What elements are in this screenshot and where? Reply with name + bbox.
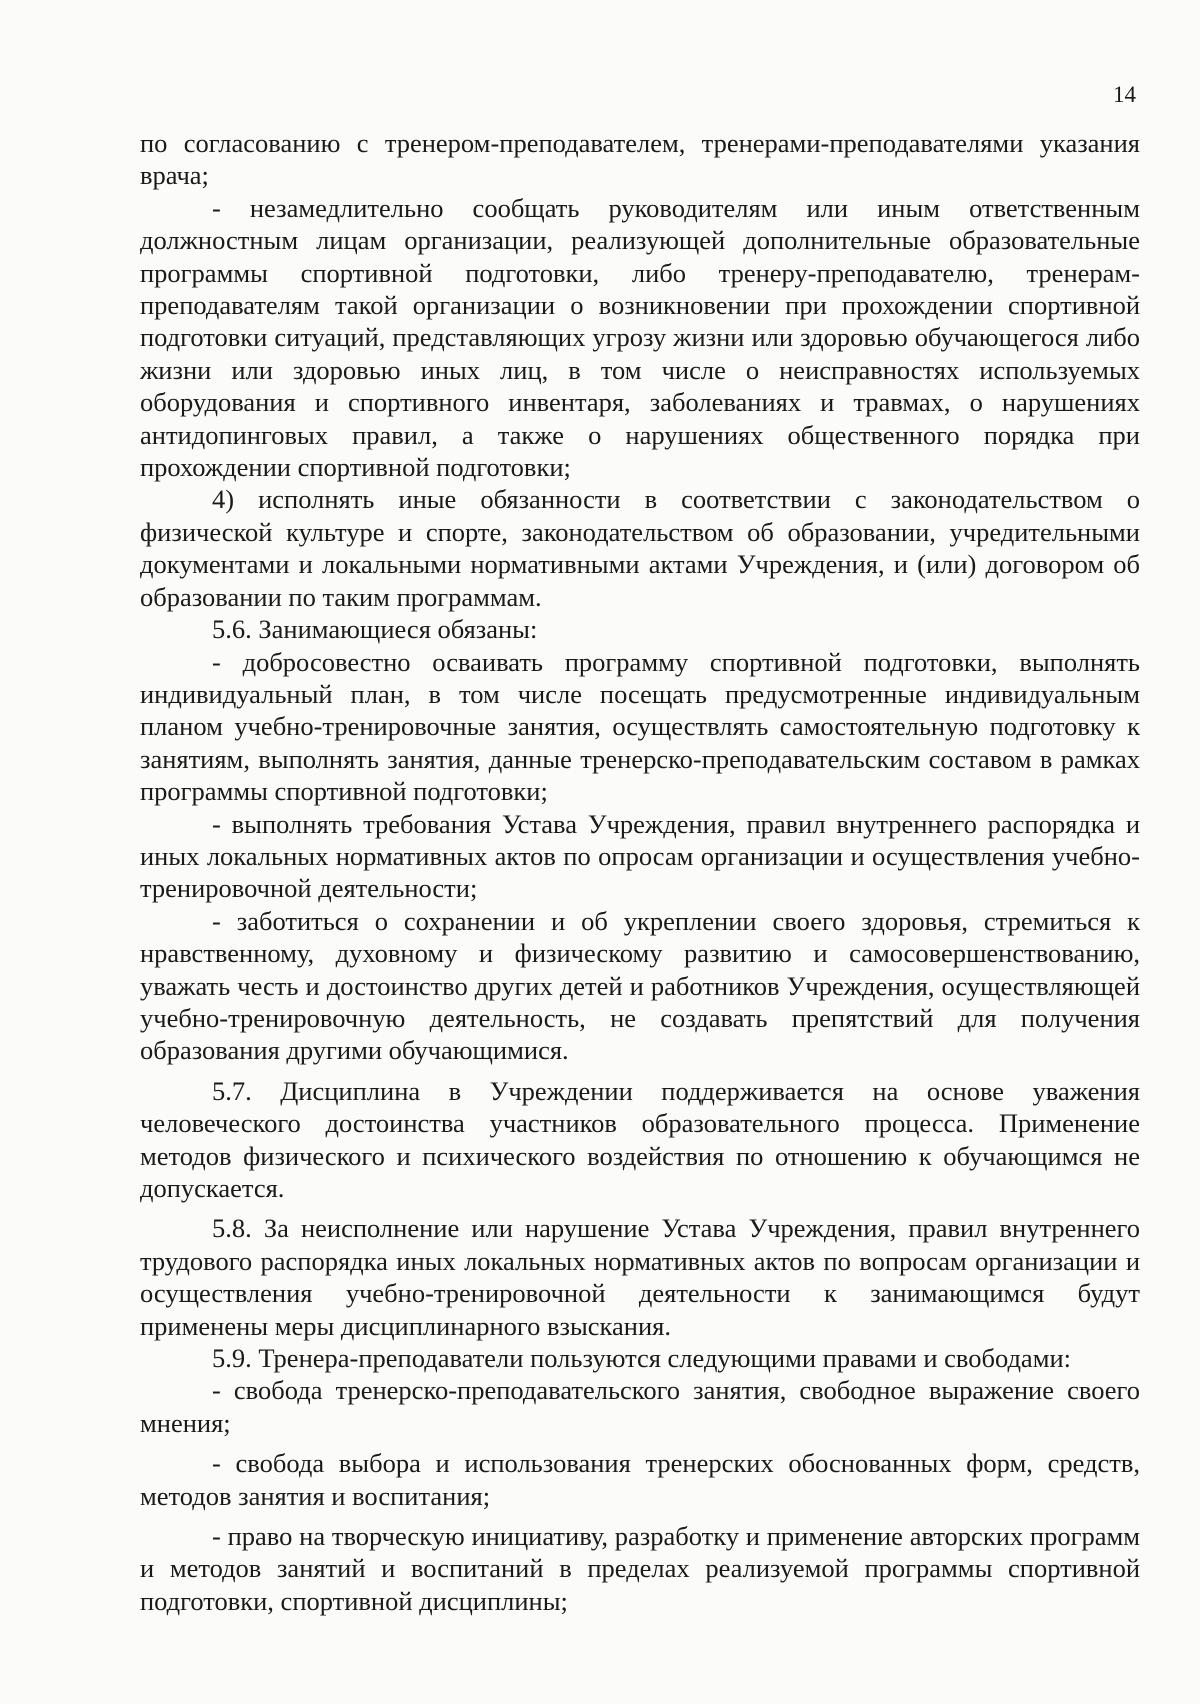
page-number: 14 <box>1113 82 1136 107</box>
paragraph-health-care: - заботиться о сохранении и об укреплении своего здоровья, стремиться к нравственному, духовному и физическому развитию и самосовершенствованию, уважать честь и достоинство других детей и работников Учреждения, осуществляющей учебно-тренировочную деятельность, не создавать препятствий для получения образования другими обучающимися. <box>140 905 1140 1066</box>
paragraph-master-program: - добросовестно осваивать программу спортивной подготовки, выполнять индивидуальный план, в том числе посещать предусмотренные индивидуальным планом учебно-тренировочные занятия, осуществлять самостоятельную подготовку к занятиям, выполнять занятия, данные тренерско-преподавательским составом в рамках программы спортивной подготовки; <box>140 646 1140 807</box>
document-body <box>140 127 1140 1617</box>
paragraph-comply-charter: - выполнять требования Устава Учреждения, правил внутреннего распорядка и иных локальных нормативных актов по опросам организации и осуществления учебно-тренировочной деятельности; <box>140 808 1140 904</box>
paragraph-other-obligations: 4) исполнять иные обязанности в соответствии с законодательством о физической культуре и спорте, законодательством об образовании, учредительными документами и локальными нормативными актами Учреждения, и (или) договором об образовании по таким программам. <box>140 484 1140 612</box>
paragraph-notify-obligation: - незамедлительно сообщать руководителям или иным ответственным должностным лицам организации, реализующей дополнительные образовательные программы спортивной подготовки, либо тренеру-преподавателю, тренерам-преподавателям такой организации о возникновении при прохождении спортивной подготовки ситуаций, представляющих угрозу жизни или здоровью обучающегося либо жизни или здоровью иных лиц, в том числе о неисправностях используемых оборудования и спортивного инвентаря, заболеваниях и травмах, о нарушениях антидопинговых правил, а также о нарушениях общественного порядка при прохождении спортивной подготовки; <box>140 192 1140 483</box>
paragraph-5-8-violations: 5.8. За неисполнение или нарушение Устава Учреждения, правил внутреннего трудового распорядка иных локальных нормативных актов по вопросам организации и осуществления учебно-тренировочной деятельности к занимающимся будут применены меры дисциплинарного взыскания. <box>140 1213 1140 1341</box>
paragraph-5-9-trainer-rights: 5.9. Тренера-преподаватели пользуются следующими правами и свободами: <box>212 1343 1072 1374</box>
paragraph-5-6-heading: 5.6. Занимающиеся обязаны: <box>212 614 538 645</box>
paragraph-freedom-methods: - свобода выбора и использования тренерских обоснованных форм, средств, методов занятия и воспитания; <box>140 1448 1140 1511</box>
paragraph-freedom-expression: - свобода тренерско-преподавательского занятия, свободное выражение своего мнения; <box>140 1375 1140 1438</box>
paragraph-5-7-discipline: 5.7. Дисциплина в Учреждении поддерживается на основе уважения человеческого достоинства участников образовательного процесса. Применение методов физического и психического воздействия по отношению к обучающимся не допускается. <box>140 1075 1140 1203</box>
paragraph-creative-initiative: - право на творческую инициативу, разработку и применение авторских программ и методов занятий и воспитаний в пределах реализуемой программы спортивной подготовки, спортивной дисциплины; <box>140 1521 1140 1616</box>
paragraph-continuation: по согласованию с тренером-преподавателем, тренерами-преподавателями указания врача; <box>140 128 1140 191</box>
